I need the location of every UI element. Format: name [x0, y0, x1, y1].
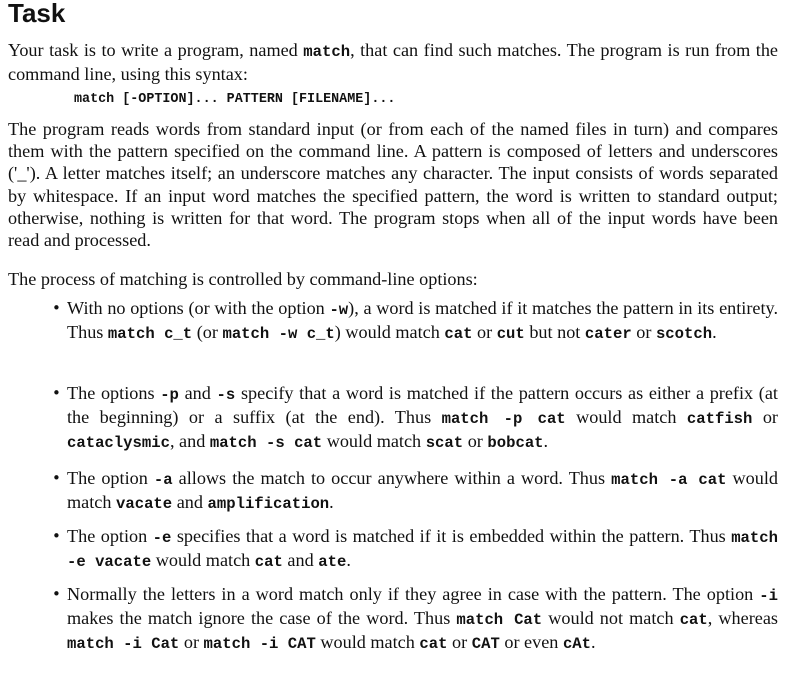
- list-item: [67, 583, 778, 656]
- text: .: [712, 322, 717, 343]
- list-item: [67, 382, 778, 455]
- text: Normally the letters in a word match only if they agree in case with the pattern. The option: [67, 584, 760, 604]
- code: cat: [679, 611, 708, 630]
- section-title: Task: [8, 0, 66, 28]
- code: CAT: [471, 635, 500, 654]
- text: allows the match to occur anywhere within a word. Thus: [172, 468, 612, 488]
- list-item: [67, 525, 778, 573]
- text: .: [346, 550, 351, 571]
- text: specify that a word is matched if the pattern occurs as either a prefix (at the beginning) or a suffix (at the end). Thus: [67, 383, 778, 428]
- list-item: [67, 297, 778, 345]
- text: , and: [169, 431, 210, 452]
- text: would match: [565, 407, 687, 428]
- text: specifies that a word is matched if it is embedded within the pattern. Thus: [171, 526, 732, 546]
- code: -e: [152, 529, 172, 547]
- code: cat: [444, 325, 473, 344]
- code: -i: [759, 587, 778, 605]
- text: ), a word is matched if it matches the pattern in its entirety. Thus: [67, 298, 778, 343]
- code: bobcat: [487, 434, 544, 453]
- text: The option: [67, 526, 153, 546]
- text: would match: [151, 550, 255, 571]
- text: With no options (or with the option: [67, 298, 330, 318]
- text: would not match: [542, 608, 680, 629]
- code: -p: [160, 386, 179, 404]
- text: and: [178, 383, 217, 403]
- program-name-code: match: [303, 43, 351, 61]
- text: The options: [67, 383, 161, 403]
- text: .: [543, 431, 549, 452]
- code: scotch: [655, 325, 713, 344]
- text: or even: [499, 632, 563, 653]
- code: -s: [216, 386, 236, 404]
- text: (or: [192, 322, 223, 343]
- code: amplification: [207, 495, 330, 514]
- code: cAt: [562, 635, 592, 654]
- code: cut: [496, 325, 525, 344]
- code: cat: [254, 553, 283, 572]
- code: match -i Cat: [67, 635, 180, 654]
- text: would match: [67, 468, 778, 513]
- code: cat: [419, 635, 448, 654]
- text: or: [463, 431, 488, 452]
- text: The option: [67, 468, 154, 488]
- options-intro-paragraph: The process of matching is controlled by command-line options:: [8, 269, 478, 289]
- code: vacate: [116, 495, 173, 514]
- text: or: [179, 632, 204, 653]
- code: match -s cat: [209, 434, 323, 453]
- text: or: [447, 632, 472, 653]
- code: cataclysmic: [67, 434, 170, 453]
- code: match -i CAT: [203, 635, 316, 654]
- description-paragraph: The program reads words from standard input (or from each of the named files in turn) and compares them with the pattern specified on the command line. A pattern is composed of letters and underscores ('_'). A letter matches itself; an underscore matches any character. The input consists of words separated by whitespace. If an input word matches the specified pattern, the word is written to standard output; otherwise, nothing is written for that word. The program stops when all of the input words have been read and processed.: [8, 119, 778, 251]
- code: match Cat: [456, 611, 543, 630]
- text: Your task is to write a program, named: [8, 40, 304, 60]
- code: match -w c_t: [222, 325, 335, 344]
- command-syntax: match [-OPTION]... PATTERN [FILENAME]...: [74, 92, 396, 107]
- text: ) would match: [334, 322, 445, 343]
- intro-paragraph: [8, 39, 778, 85]
- list-item: [67, 467, 778, 515]
- text: and: [282, 550, 319, 571]
- text: , that can find such matches. The program is run from the command line, using this syntax:: [8, 40, 778, 85]
- code: match -p cat: [441, 410, 566, 429]
- text: would match: [322, 431, 426, 452]
- text: but not: [524, 322, 585, 343]
- text: .: [591, 632, 596, 653]
- code: match -e vacate: [67, 529, 778, 572]
- text: makes the match ignore the case of the word. Thus: [67, 608, 457, 629]
- code: match -a cat: [611, 471, 727, 489]
- text: or: [631, 322, 656, 343]
- code: cater: [584, 325, 632, 344]
- code: scat: [425, 434, 464, 453]
- text: would match: [315, 632, 420, 653]
- code: match c_t: [107, 325, 193, 344]
- text: and: [172, 492, 208, 513]
- text: , whereas: [707, 608, 778, 629]
- code: catfish: [686, 410, 753, 429]
- text: or: [472, 322, 497, 343]
- code: -a: [153, 471, 173, 489]
- code: -w: [329, 301, 349, 319]
- text: or: [752, 407, 778, 428]
- text: .: [329, 492, 334, 513]
- code: ate: [318, 553, 347, 572]
